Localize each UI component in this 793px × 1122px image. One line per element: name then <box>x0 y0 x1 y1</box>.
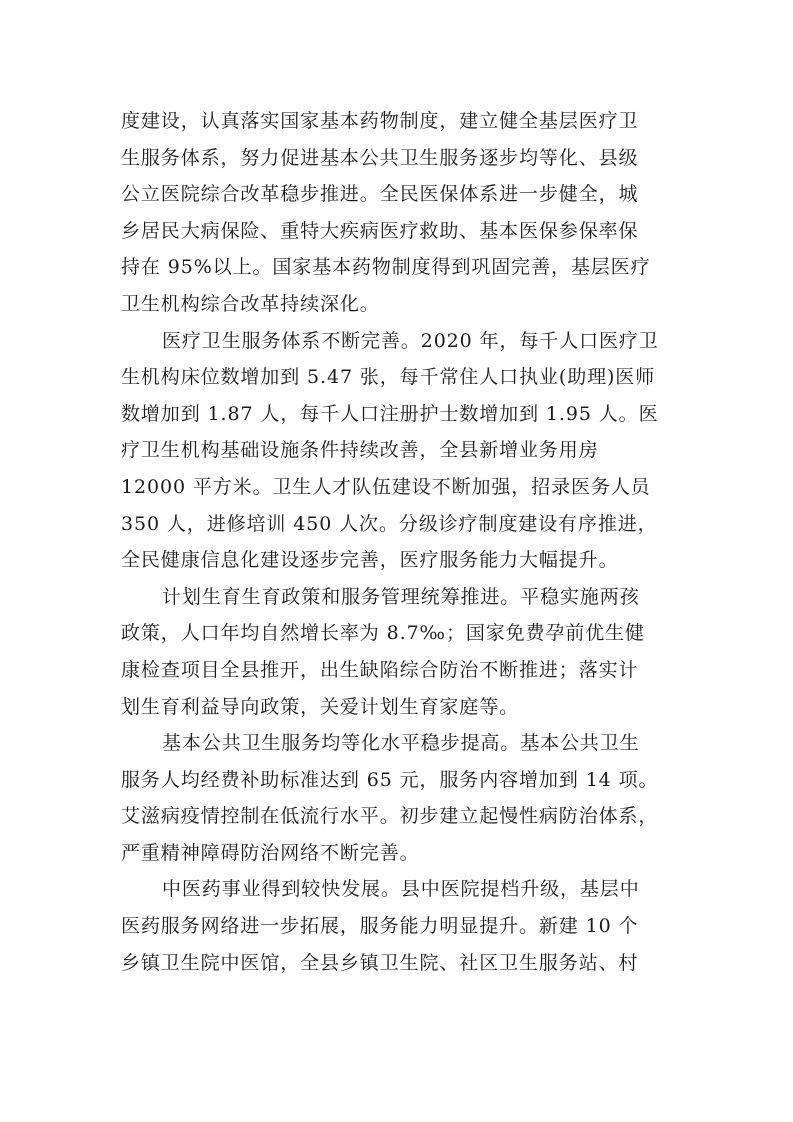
paragraph-1-line-3: 公立医院综合改革稳步推进。全民医保体系进一步健全，城 <box>121 183 639 206</box>
paragraph-3-line-2: 政策，人口年均自然增长率为 8.7‰；国家免费孕前优生健 <box>121 622 645 645</box>
paragraph-1-line-5: 持在 95%以上。国家基本药物制度得到巩固完善，基层医疗 <box>121 256 651 279</box>
paragraph-1-line-4: 乡居民大病保险、重特大疾病医疗救助、基本医保参保率保 <box>121 219 639 242</box>
paragraph-1-line-6: 卫生机构综合改革持续深化。 <box>121 292 380 315</box>
paragraph-1-line-1: 度建设，认真落实国家基本药物制度，建立健全基层医疗卫 <box>121 110 639 132</box>
paragraph-3-line-4: 划生育利益导向政策，关爱计划生育家庭等。 <box>121 695 520 718</box>
body-text <box>121 103 681 981</box>
paragraph-3-line-3: 康检查项目全县推开，出生缺陷综合防治不断推进；落实计 <box>121 658 639 681</box>
paragraph-4-line-4: 严重精神障碍防治网络不断完善。 <box>121 841 420 864</box>
paragraph-2-line-1: 医疗卫生服务体系不断完善。2020 年，每千人口医疗卫 <box>162 329 659 352</box>
paragraph-2-line-7: 全民健康信息化建设逐步完善，医疗服务能力大幅提升。 <box>121 549 619 572</box>
paragraph-4-line-1: 基本公共卫生服务均等化水平稳步提高。基本公共卫生 <box>162 732 640 755</box>
paragraph-5-line-1: 中医药事业得到较快发展。县中医院提档升级，基层中 <box>162 878 640 901</box>
paragraph-1-line-2: 生服务体系，努力促进基本公共卫生服务逐步均等化、县级 <box>121 146 639 169</box>
paragraph-5-line-3: 乡镇卫生院中医馆，全县乡镇卫生院、社区卫生服务站、村 <box>121 951 639 974</box>
paragraph-2-line-3: 数增加到 1.87 人，每千人口注册护士数增加到 1.95 人。医 <box>121 402 659 425</box>
paragraph-2-line-6: 350 人，进修培训 450 人次。分级诊疗制度建设有序推进， <box>121 512 658 535</box>
paragraph-2-line-2: 生机构床位数增加到 5.47 张，每千常住人口执业(助理)医师 <box>121 366 656 389</box>
paragraph-2-line-5: 12000 平方米。卫生人才队伍建设不断加强，招录医务人员 <box>121 475 651 498</box>
paragraph-5-line-2: 医药服务网络进一步拓展，服务能力明显提升。新建 10 个 <box>121 915 639 938</box>
paragraph-4-line-2: 服务人均经费补助标准达到 65 元，服务内容增加到 14 项。 <box>121 768 659 791</box>
paragraph-2-line-4: 疗卫生机构基础设施条件持续改善，全县新增业务用房 <box>121 439 599 462</box>
paragraph-4-line-3: 艾滋病疫情控制在低流行水平。初步建立起慢性病防治体系， <box>121 805 659 828</box>
paragraph-3-line-1: 计划生育生育政策和服务管理统筹推进。平稳实施两孩 <box>162 585 640 608</box>
